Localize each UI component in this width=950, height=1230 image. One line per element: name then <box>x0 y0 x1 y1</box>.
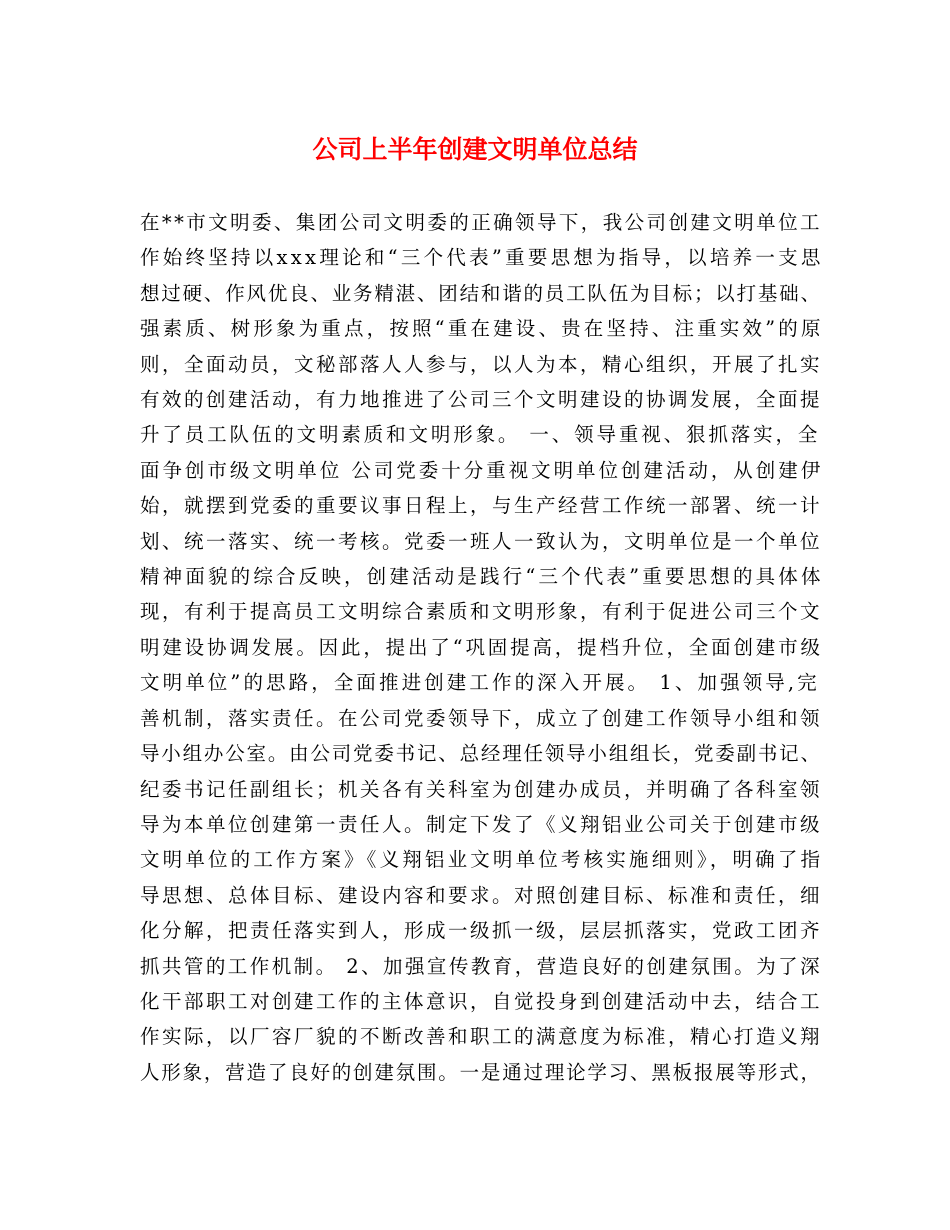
body-text-line: 纪委书记任副组长；机关各有关科室为创建办成员，并明确了各科室领 <box>140 777 823 801</box>
body-text-line: 始，就摆到党委的重要议事日程上，与生产经营工作统一部署、统一计 <box>140 494 823 518</box>
body-text-line: 作实际，以厂容厂貌的不断改善和职工的满意度为标准，精心打造义翔 <box>140 1025 823 1049</box>
body-text-line: 面争创市级文明单位 公司党委十分重视文明单位创建活动，从创建伊 <box>140 458 824 482</box>
body-text-line: 化分解，把责任落实到人，形成一级抓一级，层层抓落实，党政工团齐 <box>140 919 823 943</box>
body-text-line: 强素质、树形象为重点，按照“重在建设、贵在坚持、注重实效”的原 <box>140 317 824 341</box>
body-text-line: 导为本单位创建第一责任人。制定下发了《义翔铝业公司关于创建市级 <box>140 812 823 836</box>
body-text-line: 现，有利于提高员工文明综合素质和文明形象，有利于促进公司三个文 <box>140 600 823 624</box>
body-text-line: 划、统一落实、统一考核。党委一班人一致认为，文明单位是一个单位 <box>140 529 823 553</box>
body-text-line: 则，全面动员，文秘部落人人参与，以人为本，精心组织，开展了扎实 <box>140 352 823 376</box>
body-text-line: 想过硬、作风优良、业务精湛、团结和谐的员工队伍为目标；以打基础、 <box>140 281 822 305</box>
body-text-line: 作始终坚持以xxx理论和“三个代表”重要思想为指导，以培养一支思 <box>140 246 824 270</box>
body-text-line: 人形象，营造了良好的创建氛围。一是通过理论学习、黑板报展等形式， <box>140 1060 822 1084</box>
body-text-line: 善机制，落实责任。在公司党委领导下，成立了创建工作领导小组和领 <box>140 706 823 730</box>
body-text-line: 文明单位”的思路，全面推进创建工作的深入开展。 1、加强领导,完 <box>140 671 820 695</box>
body-text-line: 抓共管的工作机制。 2、加强宣传教育，营造良好的创建氛围。为了深 <box>140 954 823 978</box>
body-text-line: 导小组办公室。由公司党委书记、总经理任领导小组组长，党委副书记、 <box>140 742 822 766</box>
document-body <box>140 205 824 1090</box>
body-text-line: 明建设协调发展。因此，提出了“巩固提高，提档升位，全面创建市级 <box>140 635 823 659</box>
body-text-line: 化干部职工对创建工作的主体意识，自觉投身到创建活动中去，结合工 <box>140 989 823 1013</box>
body-text-line: 精神面貌的综合反映，创建活动是践行“三个代表”重要思想的具体体 <box>140 565 824 589</box>
body-text-line: 导思想、总体目标、建设内容和要求。对照创建目标、标准和责任，细 <box>140 883 823 907</box>
body-text-line: 升了员工队伍的文明素质和文明形象。 一、领导重视、狠抓落实，全 <box>140 423 821 447</box>
body-text-line: 有效的创建活动，有力地推进了公司三个文明建设的协调发展，全面提 <box>140 388 823 412</box>
body-text-line: 在**市文明委、集团公司文明委的正确领导下，我公司创建文明单位工 <box>140 211 822 234</box>
document-title: 公司上半年创建文明单位总结 <box>312 135 638 164</box>
body-text-line: 文明单位的工作方案》《义翔铝业文明单位考核实施细则》，明确了指 <box>140 848 824 872</box>
